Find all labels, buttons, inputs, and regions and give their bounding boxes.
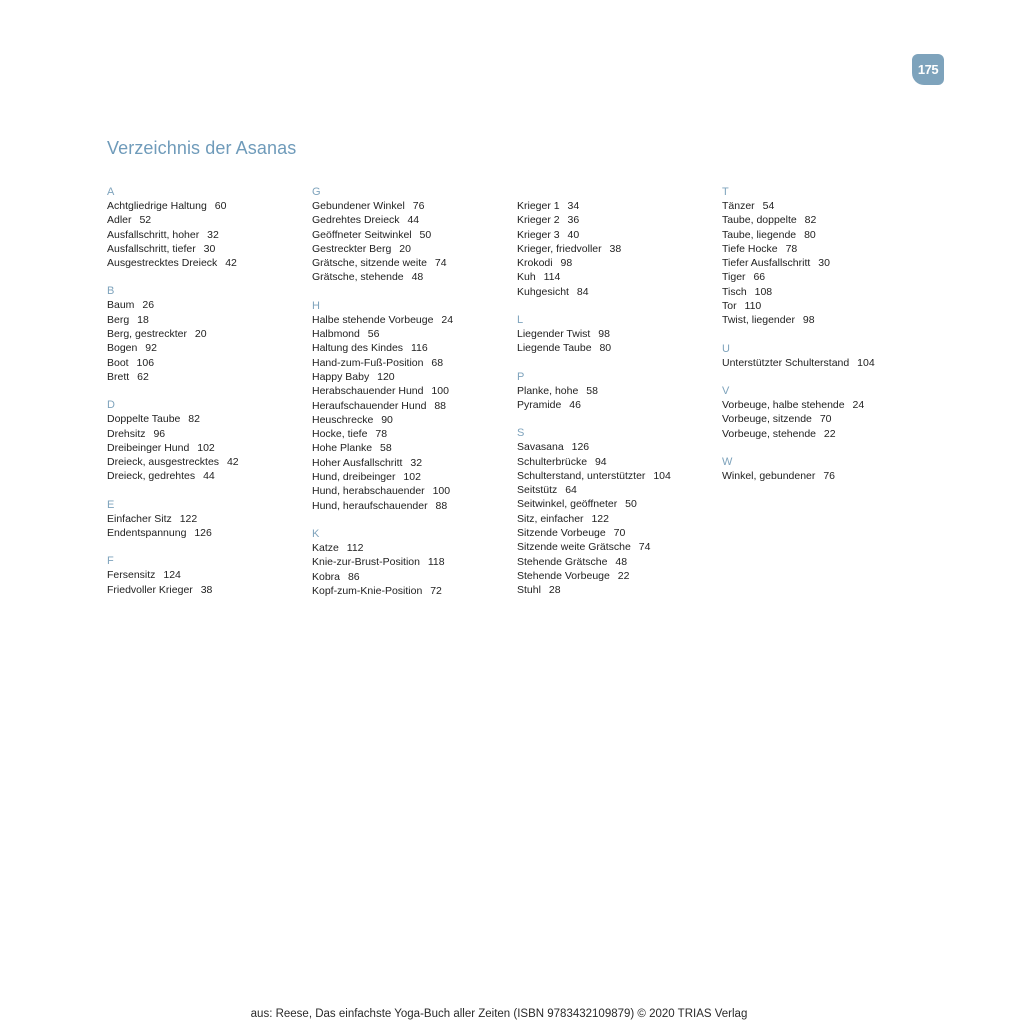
index-entry [312,313,512,327]
index-entry [107,412,307,426]
entry-page-number: 104 [857,356,875,369]
page-title: Verzeichnis der Asanas [107,138,297,158]
entry-name: Liegende Taube [517,342,592,355]
entry-page-number: 48 [615,555,628,568]
index-entry [312,413,512,427]
entry-name: Sitzende weite Grätsche [517,541,631,554]
entry-page-number: 48 [411,271,424,284]
entry-name: Stehende Grätsche [517,555,608,568]
entry-page-number: 120 [377,370,395,383]
index-entry [722,242,922,256]
index-entry [722,356,922,370]
index-entry [722,313,922,327]
entry-page-number: 54 [762,200,775,212]
entry-name: Dreieck, gedrehtes [107,470,196,483]
index-group [107,498,307,541]
index-group [722,455,922,483]
entry-page-number: 64 [565,484,577,497]
entry-page-number: 98 [560,257,573,270]
index-entry [517,327,717,341]
entry-page-number: 56 [367,328,380,341]
entry-name: Dreieck, ausgestrecktes [107,456,220,469]
entry-page-number: 72 [430,584,442,597]
index-column [722,185,922,497]
entry-page-number: 110 [744,300,762,313]
index-entry [722,299,922,313]
index-group [517,426,717,597]
index-entry [107,526,307,540]
entry-name: Friedvoller Krieger [107,583,193,596]
entry-name: Sitzende Vorbeuge [517,527,606,540]
entry-page-number: 78 [375,428,388,441]
entry-name: Halbmond [312,328,360,341]
entry-name: Sitz, einfacher [517,512,584,525]
index-entry [517,242,717,256]
entry-page-number: 52 [139,214,152,227]
index-group [517,313,717,356]
entry-page-number: 88 [434,399,447,412]
entry-page-number: 40 [567,228,580,241]
index-entry [517,569,717,583]
entry-name: Einfacher Sitz [107,512,172,525]
entry-name: Halbe stehende Vorbeuge [312,313,434,326]
group-letter: A [107,186,115,198]
entry-name: Endentspannung [107,527,187,540]
index-entry [722,228,922,242]
entry-page-number: 104 [653,469,671,482]
entry-name: Ausfallschritt, hoher [107,228,200,241]
group-letter [517,185,717,199]
group-letter: H [312,299,320,312]
entry-name: Knie-zur-Brust-Position [312,556,420,569]
group-letter: B [107,285,115,298]
entry-page-number: 74 [638,541,651,554]
entry-page-number: 66 [753,271,766,284]
entry-name: Baum [107,299,135,312]
entry-name: Fersensitz [107,569,156,582]
index-entry [107,256,307,270]
entry-name: Brett [107,370,130,383]
entry-name: Tänzer [722,200,755,212]
index-entry [517,469,687,483]
entry-page-number: 82 [188,413,200,426]
index-entry [517,555,717,569]
entry-name: Dreibeinger Hund [107,441,190,454]
entry-page-number: 98 [802,314,815,327]
group-letter: E [107,498,115,511]
index-entry [107,455,307,469]
entry-page-number: 28 [548,584,561,597]
index-entry [312,555,512,569]
entry-name: Twist, liegender [722,314,795,327]
entry-page-number: 88 [435,499,448,512]
index-entry [517,526,717,540]
entry-name: Stuhl [517,584,541,597]
index-entry [517,256,717,270]
index-entry [312,242,512,256]
entry-name: Hund, heraufschauender [312,499,428,512]
entry-name: Heraufschauender Hund [312,399,427,412]
index-entry [517,228,717,242]
group-letter: G [312,186,321,198]
entry-page-number: 60 [214,200,227,212]
entry-name: Kopf-zum-Knie-Position [312,584,423,597]
entry-page-number: 20 [194,328,207,341]
index-entry [312,341,512,355]
index-entry [312,270,512,284]
entry-name: Schulterbrücke [517,455,588,468]
index-entry [107,298,307,312]
entry-page-number: 100 [431,385,449,398]
entry-name: Doppelte Taube [107,413,181,426]
entry-page-number: 26 [142,299,155,312]
entry-page-number: 76 [823,469,836,482]
index-group [312,299,512,513]
entry-name: Geöffneter Seitwinkel [312,228,412,241]
group-letter: K [312,527,320,540]
index-entry [312,470,512,484]
entry-name: Haltung des Kindes [312,342,404,355]
index-entry [312,370,512,384]
entry-name: Boot [107,356,129,369]
entry-name: Tisch [722,285,747,298]
group-letter: P [517,370,525,383]
entry-page-number: 78 [785,242,798,255]
entry-page-number: 98 [598,328,610,341]
entry-name: Hund, dreibeinger [312,471,396,484]
index-entry [312,441,512,455]
index-entry [107,568,307,582]
index-group [107,185,307,270]
entry-name: Kuhgesicht [517,285,569,298]
entry-page-number: 30 [818,257,830,270]
index-column [517,185,717,612]
entry-page-number: 32 [207,228,219,241]
entry-name: Pyramide [517,398,562,411]
index-entry [722,285,922,299]
group-letter: S [517,427,525,440]
index-entry [722,469,922,483]
page-number-badge: 175 [912,54,944,85]
entry-name: Ausgestrecktes Dreieck [107,257,218,270]
entry-page-number: 20 [399,242,411,255]
group-letter: F [107,555,114,568]
entry-page-number: 32 [410,456,423,469]
entry-name: Adler [107,214,132,227]
index-group [722,185,922,328]
index-entry [312,256,512,270]
entry-name: Savasana [517,441,564,454]
index-entry [517,341,717,355]
entry-page-number: 58 [380,442,392,455]
index-entry [722,256,922,270]
entry-page-number: 80 [804,228,816,241]
entry-name: Drehsitz [107,427,146,440]
index-entry [312,228,512,242]
entry-name: Ausfallschritt, tiefer [107,242,196,255]
group-letter: V [722,384,730,397]
entry-page-number: 122 [591,512,609,525]
entry-page-number: 96 [153,427,166,440]
index-entry [312,327,512,341]
entry-name: Kobra [312,570,341,583]
index-entry [312,356,512,370]
entry-name: Vorbeuge, sitzende [722,413,812,426]
index-group [312,527,512,598]
index-group [312,185,512,285]
entry-name: Berg, gestreckter [107,328,187,341]
index-entry [722,398,922,412]
index-entry [107,213,307,227]
entry-name: Taube, liegende [722,228,797,241]
index-group [722,384,922,441]
index-entry [107,441,307,455]
entry-page-number: 22 [617,569,630,582]
entry-name: Vorbeuge, halbe stehende [722,398,845,411]
entry-name: Heuschrecke [312,413,374,426]
index-group [517,185,717,299]
entry-page-number: 118 [427,556,445,569]
index-entry [722,213,922,227]
index-entry [312,427,512,441]
index-entry [517,512,717,526]
group-letter: U [722,342,730,355]
entry-page-number: 70 [819,413,832,426]
index-entry [107,356,307,370]
entry-name: Tiefer Ausfallschritt [722,257,811,270]
entry-page-number: 46 [569,398,581,411]
index-entry [107,228,307,242]
index-group [107,284,307,384]
entry-name: Krieger 1 [517,200,560,212]
index-entry [517,384,717,398]
entry-page-number: 122 [179,512,198,525]
entry-page-number: 30 [203,242,216,255]
entry-page-number: 124 [163,569,181,582]
index-entry [107,427,307,441]
index-entry [312,584,512,598]
entry-name: Krokodi [517,257,553,270]
entry-name: Hund, herabschauender [312,485,425,498]
entry-page-number: 38 [609,242,622,255]
index-entry [517,213,717,227]
index-entry [107,370,307,384]
group-letter: W [722,455,733,468]
entry-name: Berg [107,313,130,326]
footer-credit: aus: Reese, Das einfachste Yoga-Buch aller Zeiten (ISBN 9783432109879) © 2020 TRIAS Verlag [250,1008,748,1020]
entry-page-number: 18 [137,313,149,326]
entry-page-number: 70 [613,527,626,540]
entry-page-number: 90 [381,413,393,426]
index-entry [107,313,307,327]
entry-page-number: 106 [136,356,155,369]
entry-name: Planke, hohe [517,384,579,397]
entry-page-number: 58 [586,384,598,397]
group-letter: T [722,186,729,198]
index-entry [107,583,307,597]
entry-name: Gedrehtes Dreieck [312,214,400,227]
entry-page-number: 114 [543,271,561,284]
index-group [107,554,307,597]
index-entry [517,455,717,469]
entry-name: Krieger 3 [517,228,560,241]
entry-name: Stehende Vorbeuge [517,569,610,582]
index-entry [517,483,717,497]
entry-page-number: 42 [226,456,239,469]
index-entry [107,469,307,483]
index-entry [312,499,512,513]
index-entry [312,399,512,413]
index-column [107,185,307,611]
index-entry [312,213,512,227]
entry-name: Hand-zum-Fuß-Position [312,356,424,369]
index-group [517,370,717,413]
entry-name: Schulterstand, unterstützter [517,469,646,482]
entry-name: Grätsche, sitzende weite [312,257,427,270]
index-column [312,185,512,612]
index-entry [722,412,922,426]
entry-page-number: 50 [625,498,637,511]
index-entry [517,440,717,454]
entry-name: Herabschauender Hund [312,385,424,398]
entry-name: Hoher Ausfallschritt [312,456,403,469]
entry-page-number: 84 [576,285,589,298]
index-entry [312,384,512,398]
entry-page-number: 102 [403,471,421,484]
entry-page-number: 36 [567,214,580,227]
entry-name: Bogen [107,342,138,355]
entry-page-number: 126 [194,527,212,540]
entry-page-number: 44 [407,214,420,227]
group-letter: L [517,314,524,327]
entry-name: Seitstütz [517,484,558,497]
index-entry [517,398,717,412]
entry-name: Kuh [517,271,536,284]
entry-page-number: 112 [346,541,364,554]
entry-name: Tor [722,300,737,313]
entry-page-number: 82 [804,214,817,227]
entry-name: Gestreckter Berg [312,242,392,255]
index-group [107,398,307,483]
entry-name: Unterstützter Schulterstand [722,356,850,369]
entry-page-number: 116 [410,342,428,355]
entry-name: Seitwinkel, geöffneter [517,498,618,511]
index-group [722,342,922,370]
index-entry [722,270,922,284]
group-letter: D [107,399,115,412]
entry-name: Katze [312,541,339,554]
index-entry [517,199,717,213]
entry-name: Vorbeuge, stehende [722,427,816,440]
index-entry [722,427,922,441]
entry-page-number: 126 [571,441,590,454]
index-entry [107,512,307,526]
index-entry [312,484,512,498]
entry-page-number: 86 [347,570,360,583]
index-entry [722,199,922,213]
index-entry [517,497,717,511]
entry-page-number: 24 [852,398,865,411]
entry-page-number: 24 [441,313,454,326]
entry-page-number: 62 [137,370,149,383]
entry-name: Gebundener Winkel [312,200,405,212]
entry-page-number: 108 [754,285,773,298]
index-entry [107,341,307,355]
entry-page-number: 50 [419,228,432,241]
index-entry [517,583,717,597]
entry-page-number: 42 [225,257,237,270]
entry-name: Taube, doppelte [722,214,797,227]
entry-page-number: 22 [823,427,836,440]
entry-name: Achtgliedrige Haltung [107,200,207,212]
entry-page-number: 102 [197,441,215,454]
entry-page-number: 92 [145,342,157,355]
entry-name: Happy Baby [312,370,370,383]
entry-page-number: 76 [412,200,425,212]
entry-name: Winkel, gebundener [722,469,816,482]
entry-page-number: 80 [599,342,612,355]
index-entry [312,541,512,555]
index-entry [312,199,512,213]
index-entry [312,570,512,584]
entry-page-number: 38 [200,583,213,596]
entry-name: Hocke, tiefe [312,428,368,441]
index-entry [107,327,307,341]
entry-name: Hohe Planke [312,442,373,455]
index-entry [312,456,512,470]
entry-name: Tiger [722,271,746,284]
entry-name: Krieger, friedvoller [517,242,602,255]
entry-name: Liegender Twist [517,328,591,341]
entry-page-number: 100 [432,485,451,498]
entry-name: Tiefe Hocke [722,242,778,255]
index-entry [517,285,717,299]
entry-page-number: 44 [203,470,215,483]
entry-name: Krieger 2 [517,214,560,227]
index-entry [517,540,717,554]
entry-page-number: 74 [434,257,447,270]
entry-page-number: 68 [431,356,444,369]
index-entry [107,199,307,213]
index-entry [517,270,717,284]
entry-page-number: 34 [567,200,580,212]
entry-name: Grätsche, stehende [312,271,404,284]
entry-page-number: 94 [594,455,607,468]
index-entry [107,242,307,256]
